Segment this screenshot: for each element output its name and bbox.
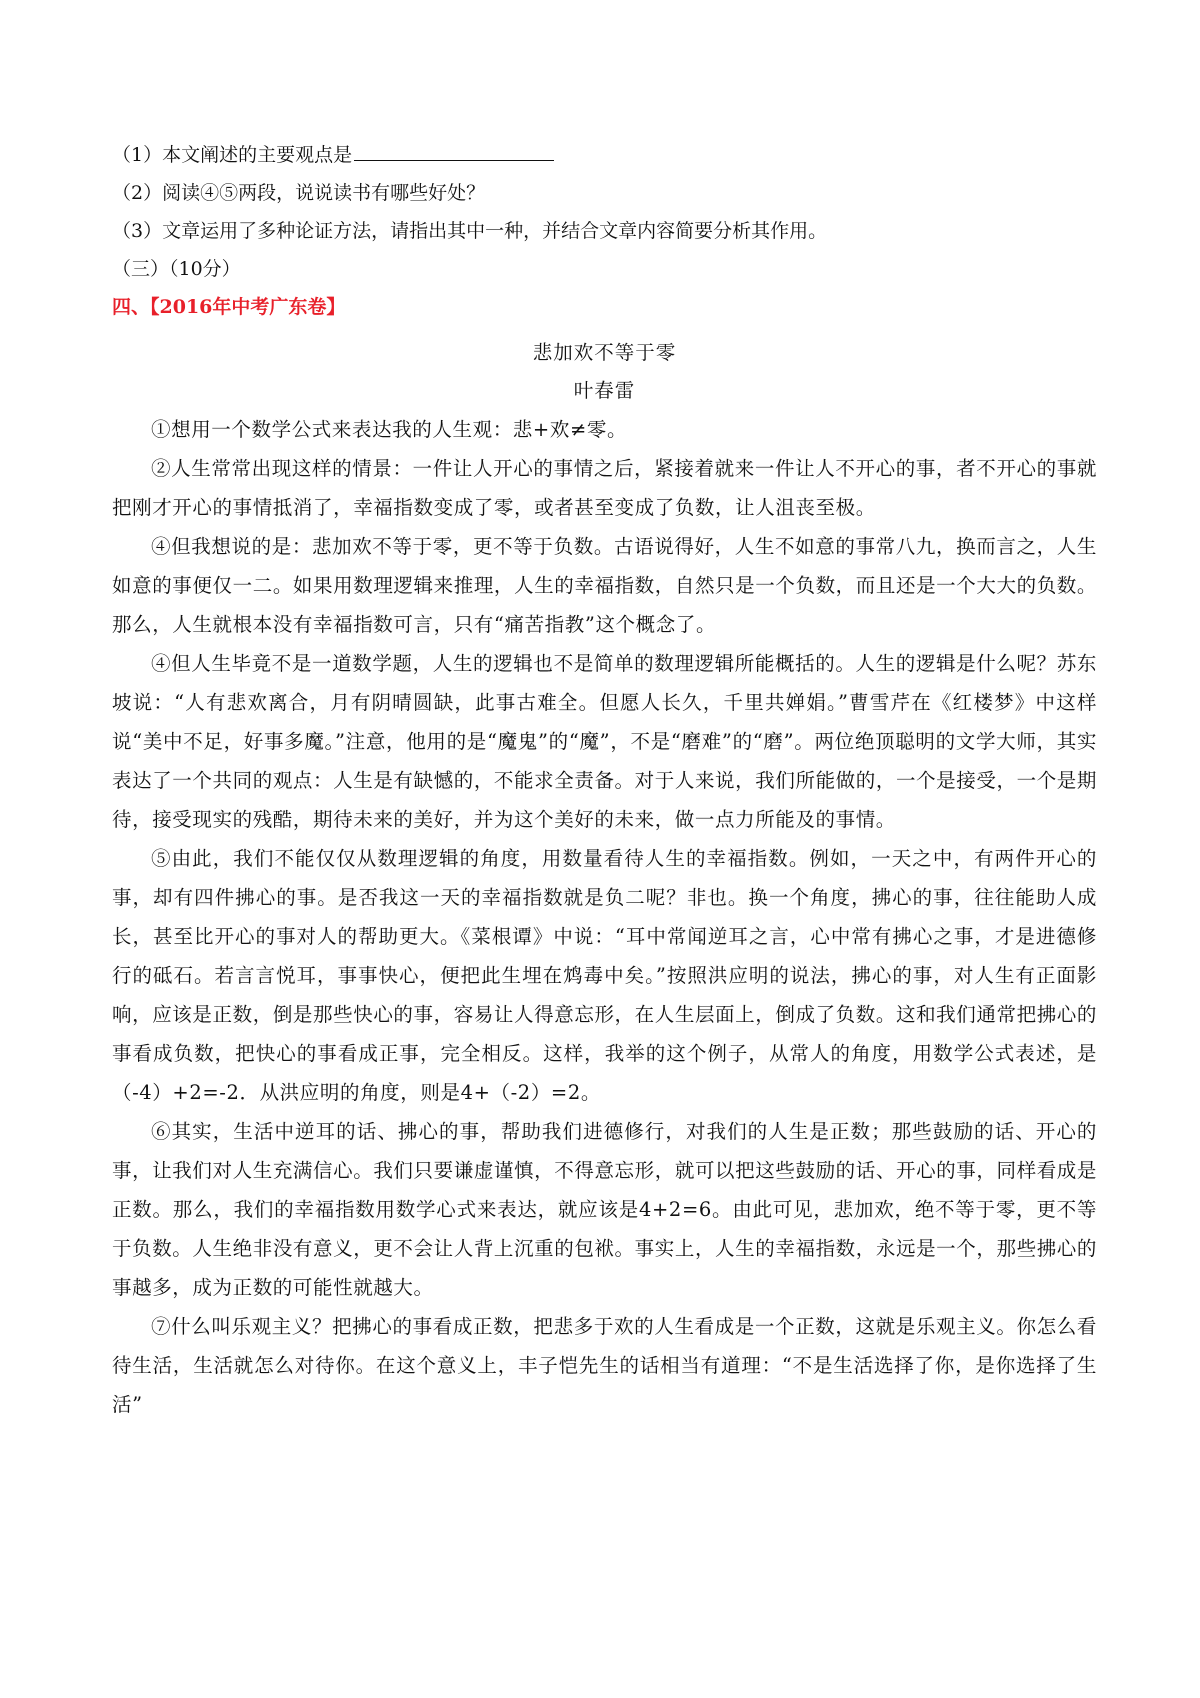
section-header: 四、【2016年中考广东卷】: [112, 296, 346, 318]
page-content: [112, 136, 1097, 1424]
article-paragraph-6: ⑥其实，生活中逆耳的话、拂心的事，帮助我们进德修行，对我们的人生是正数；那些鼓励的话、开心的事，让我们对人生充满信心。我们只要谦虚谨慎，不得意忘形，就可以把这些鼓励的话、开心的事，同样看成是正数。那么，我们的幸福指数用数学心式来表达，就应该是4+2=6。由此可见，悲加欢，绝不等于零，更不等于负数。人生绝非没有意义，更不会让人背上沉重的包袱。事实上，人生的幸福指数，永远是一个，那些拂心的事越多，成为正数的可能性就越大。: [112, 1120, 1097, 1299]
article-paragraph-7: ⑦什么叫乐观主义？把拂心的事看成正数，把悲多于欢的人生看成是一个正数，这就是乐观主义。你怎么看待生活，生活就怎么对待你。在这个意义上，丰子恺先生的话相当有道理：“不是生活选择了你，是你选择了生活”: [112, 1315, 1097, 1416]
question-1-text: （1）本文阐述的主要观点是: [112, 144, 353, 166]
question-2: [112, 174, 1097, 212]
article-author: 叶春雷: [573, 379, 636, 402]
answer-blank: [354, 138, 554, 161]
article-paragraph-1: ①想用一个数学公式来表达我的人生观：悲+欢≠零。: [151, 418, 628, 441]
question-3-text: （3）文章运用了多种论证方法，请指出其中一种，并结合文章内容简要分析其作用。: [112, 220, 828, 242]
article-paragraph-2: ②人生常常出现这样的情景：一件让人开心的事情之后，紧接着就来一件让人不开心的事，者不开心的事就把刚才开心的事情抵消了，幸福指数变成了零，或者甚至变成了负数，让人沮丧至极。: [112, 457, 1097, 519]
question-1: [112, 136, 1097, 174]
question-2-text: （2）阅读④⑤两段，说说读书有哪些好处？: [112, 182, 486, 204]
article-title: 悲加欢不等于零: [532, 341, 677, 364]
article-paragraph-4: ④但人生毕竟不是一道数学题，人生的逻辑也不是简单的数理逻辑所能概括的。人生的逻辑是什么呢？苏东坡说：“人有悲欢离合，月有阴晴圆缺，此事古难全。但愿人长久，千里共婵娟。”曹雪芹在《红楼梦》中这样说“美中不足，好事多魔。”注意，他用的是“魔鬼”的“魔”，不是“磨难”的“磨”。两位绝顶聪明的文学大师，其实表达了一个共同的观点：人生是有缺憾的，不能求全责备。对于人来说，我们所能做的，一个是接受，一个是期待，接受现实的残酷，期待未来的美好，并为这个美好的未来，做一点力所能及的事情。: [112, 652, 1097, 831]
article-paragraph-3: ④但我想说的是：悲加欢不等于零，更不等于负数。古语说得好，人生不如意的事常八九，换而言之，人生如意的事便仅一二。如果用数理逻辑来推理，人生的幸福指数，自然只是一个负数，而且还是一个大大的负数。那么，人生就根本没有幸福指数可言，只有“痛苦指教”这个概念了。: [112, 535, 1097, 636]
article-paragraph-5: ⑤由此，我们不能仅仅从数理逻辑的角度，用数量看待人生的幸福指数。例如，一天之中，有两件开心的事，却有四件拂心的事。是否我这一天的幸福指数就是负二呢？非也。换一个角度，拂心的事，往往能助人成长，甚至比开心的事对人的帮助更大。《菜根谭》中说：“耳中常闻逆耳之言，心中常有拂心之事，才是进德修行的砥石。若言言悦耳，事事快心，便把此生埋在鸩毒中矣。”按照洪应明的说法，拂心的事，对人生有正面影响，应该是正数，倒是那些快心的事，容易让人得意忘形，在人生层面上，倒成了负数。这和我们通常把拂心的事看成负数，把快心的事看成正事，完全相反。这样，我举的这个例子，从常人的角度，用数学公式表述，是（-4）+2=-2．从洪应明的角度，则是4+（-2）=2。: [112, 847, 1097, 1104]
section-score: （三）（10分）: [112, 258, 241, 280]
question-3: [112, 212, 1097, 250]
